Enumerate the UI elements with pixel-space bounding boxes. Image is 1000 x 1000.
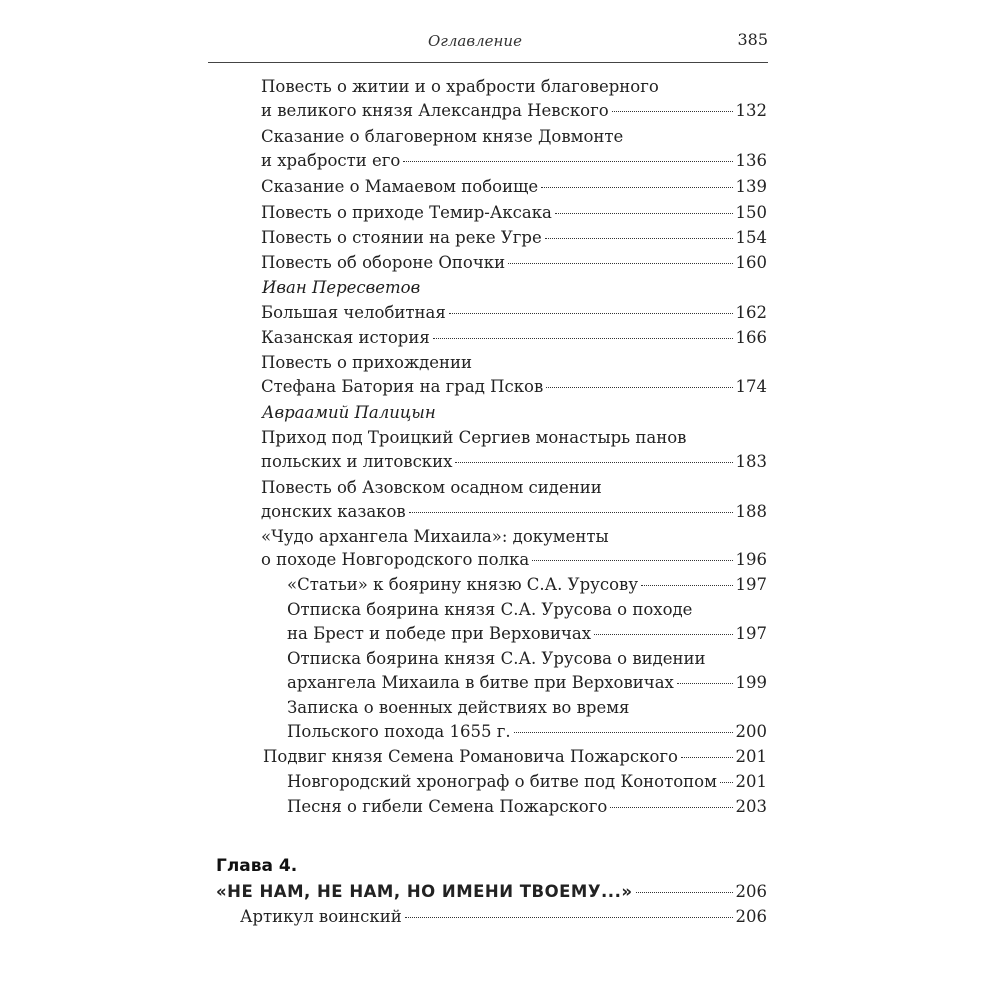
- toc-entry-title: Песня о гибели Семена Пожарского: [287, 797, 608, 816]
- toc-page-number: 162: [735, 303, 767, 322]
- toc-entry-line: Повесть о прихождении: [261, 353, 473, 372]
- toc-entry: [261, 502, 767, 521]
- toc-entry: [240, 907, 767, 926]
- toc-entry: [287, 772, 767, 791]
- toc-entry-title: Артикул воинский: [240, 907, 402, 926]
- toc-entry: [261, 177, 767, 196]
- toc-page-number: 196: [735, 550, 767, 569]
- leader-dots: [514, 732, 733, 733]
- toc-entry-title: и храбрости его: [261, 151, 401, 170]
- running-head: Оглавление: [428, 32, 522, 50]
- leader-dots: [405, 917, 733, 918]
- toc-page-number: 166: [735, 328, 767, 347]
- chapter-title: «НЕ НАМ, НЕ НАМ, НО ИМЕНИ ТВОЕМУ...»: [216, 882, 633, 901]
- leader-dots: [612, 111, 733, 112]
- toc-page-number: 197: [735, 624, 767, 643]
- toc-page-number: 201: [735, 747, 767, 766]
- leader-dots: [541, 187, 732, 188]
- leader-dots: [681, 757, 733, 758]
- toc-entry-title: польских и литовских: [261, 452, 453, 471]
- toc-page-number: 154: [735, 228, 767, 247]
- toc-entry-title: Новгородский хронограф о битве под Конотопом: [287, 772, 717, 791]
- toc-entry-title: на Брест и победе при Верховичах: [287, 624, 592, 643]
- toc-entry: [287, 722, 767, 741]
- page-number: 385: [737, 30, 768, 49]
- toc-entry-line: Сказание о благоверном князе Довмонте: [261, 127, 624, 146]
- leader-dots: [532, 560, 732, 561]
- leader-dots: [546, 387, 732, 388]
- toc-entry-line: «Чудо архангела Михаила»: документы: [261, 527, 609, 546]
- toc-entry-title: Польского похода 1655 г.: [287, 722, 511, 741]
- toc-entry-title: «Статьи» к боярину князю С.А. Урусову: [287, 575, 639, 594]
- toc-page-number: 132: [735, 101, 767, 120]
- leader-dots: [449, 313, 733, 314]
- toc-page-number: 206: [735, 907, 767, 926]
- toc-page-number: 139: [735, 177, 767, 196]
- toc-entry-title: Подвиг князя Семена Романовича Пожарского: [263, 747, 678, 766]
- toc-page-number: 206: [735, 882, 767, 901]
- toc-entry: [287, 673, 767, 692]
- leader-dots: [641, 585, 732, 586]
- toc-entry: [287, 575, 767, 594]
- leader-dots: [610, 807, 732, 808]
- leader-dots: [508, 263, 732, 264]
- toc-entry: [261, 101, 767, 120]
- toc-entry-title: о походе Новгородского полка: [261, 550, 530, 569]
- toc-entry: [263, 747, 767, 766]
- toc-page-number: 199: [735, 673, 767, 692]
- chapter-label: Глава 4.: [216, 856, 298, 876]
- toc-entry: [261, 203, 767, 222]
- toc-entry: [261, 550, 767, 569]
- chapter-title-row: [216, 882, 767, 901]
- toc-entry: [261, 377, 767, 396]
- author-name: Авраамий Палицын: [262, 403, 436, 422]
- toc-entry: [287, 797, 767, 816]
- toc-page-number: 174: [735, 377, 767, 396]
- leader-dots: [433, 338, 733, 339]
- toc-entry-title: Сказание о Мамаевом побоище: [261, 177, 539, 196]
- leader-dots: [555, 213, 733, 214]
- toc-page-number: 183: [735, 452, 767, 471]
- toc-entry: [261, 303, 767, 322]
- leader-dots: [545, 238, 733, 239]
- toc-entry-line: Записка о военных действиях во время: [287, 698, 630, 717]
- toc-entry-title: донских казаков: [261, 502, 406, 521]
- toc-entry-title: Повесть о стоянии на реке Угре: [261, 228, 542, 247]
- leader-dots: [720, 782, 733, 783]
- leader-dots: [455, 462, 732, 463]
- toc-entry-title: Повесть об обороне Опочки: [261, 253, 506, 272]
- toc-entry: [261, 452, 767, 471]
- toc-entry-line: Отписка боярина князя С.А. Урусова о видении: [287, 649, 706, 668]
- toc-page-number: 160: [735, 253, 767, 272]
- leader-dots: [594, 634, 732, 635]
- toc-entry-title: Стефана Батория на град Псков: [261, 377, 544, 396]
- toc-entry: [287, 624, 767, 643]
- toc-page-number: 136: [735, 151, 767, 170]
- toc-page-number: 201: [735, 772, 767, 791]
- leader-dots: [409, 512, 733, 513]
- toc-entry-line: Приход под Троицкий Сергиев монастырь панов: [261, 428, 687, 447]
- toc-page-number: 188: [735, 502, 767, 521]
- toc-entry-line: Отписка боярина князя С.А. Урусова о походе: [287, 600, 693, 619]
- leader-dots: [403, 161, 732, 162]
- toc-entry: [261, 151, 767, 170]
- leader-dots: [636, 892, 733, 893]
- toc-entry-line: Повесть о житии и о храбрости благоверного: [261, 77, 659, 96]
- toc-entry-title: Большая челобитная: [261, 303, 446, 322]
- author-name: Иван Пересветов: [262, 278, 421, 297]
- toc-entry-title: архангела Михаила в битве при Верховичах: [287, 673, 674, 692]
- toc-page-number: 203: [735, 797, 767, 816]
- toc-entry-line: Повесть об Азовском осадном сидении: [261, 478, 602, 497]
- leader-dots: [677, 683, 733, 684]
- toc-entry-title: Казанская история: [261, 328, 430, 347]
- toc-entry: [261, 228, 767, 247]
- toc-entry-title: Повесть о приходе Темир-Аксака: [261, 203, 552, 222]
- toc-entry: [261, 253, 767, 272]
- toc-page-number: 150: [735, 203, 767, 222]
- toc-entry: [261, 328, 767, 347]
- toc-page-number: 197: [735, 575, 767, 594]
- toc-page-number: 200: [735, 722, 767, 741]
- toc-entry-title: и великого князя Александра Невского: [261, 101, 609, 120]
